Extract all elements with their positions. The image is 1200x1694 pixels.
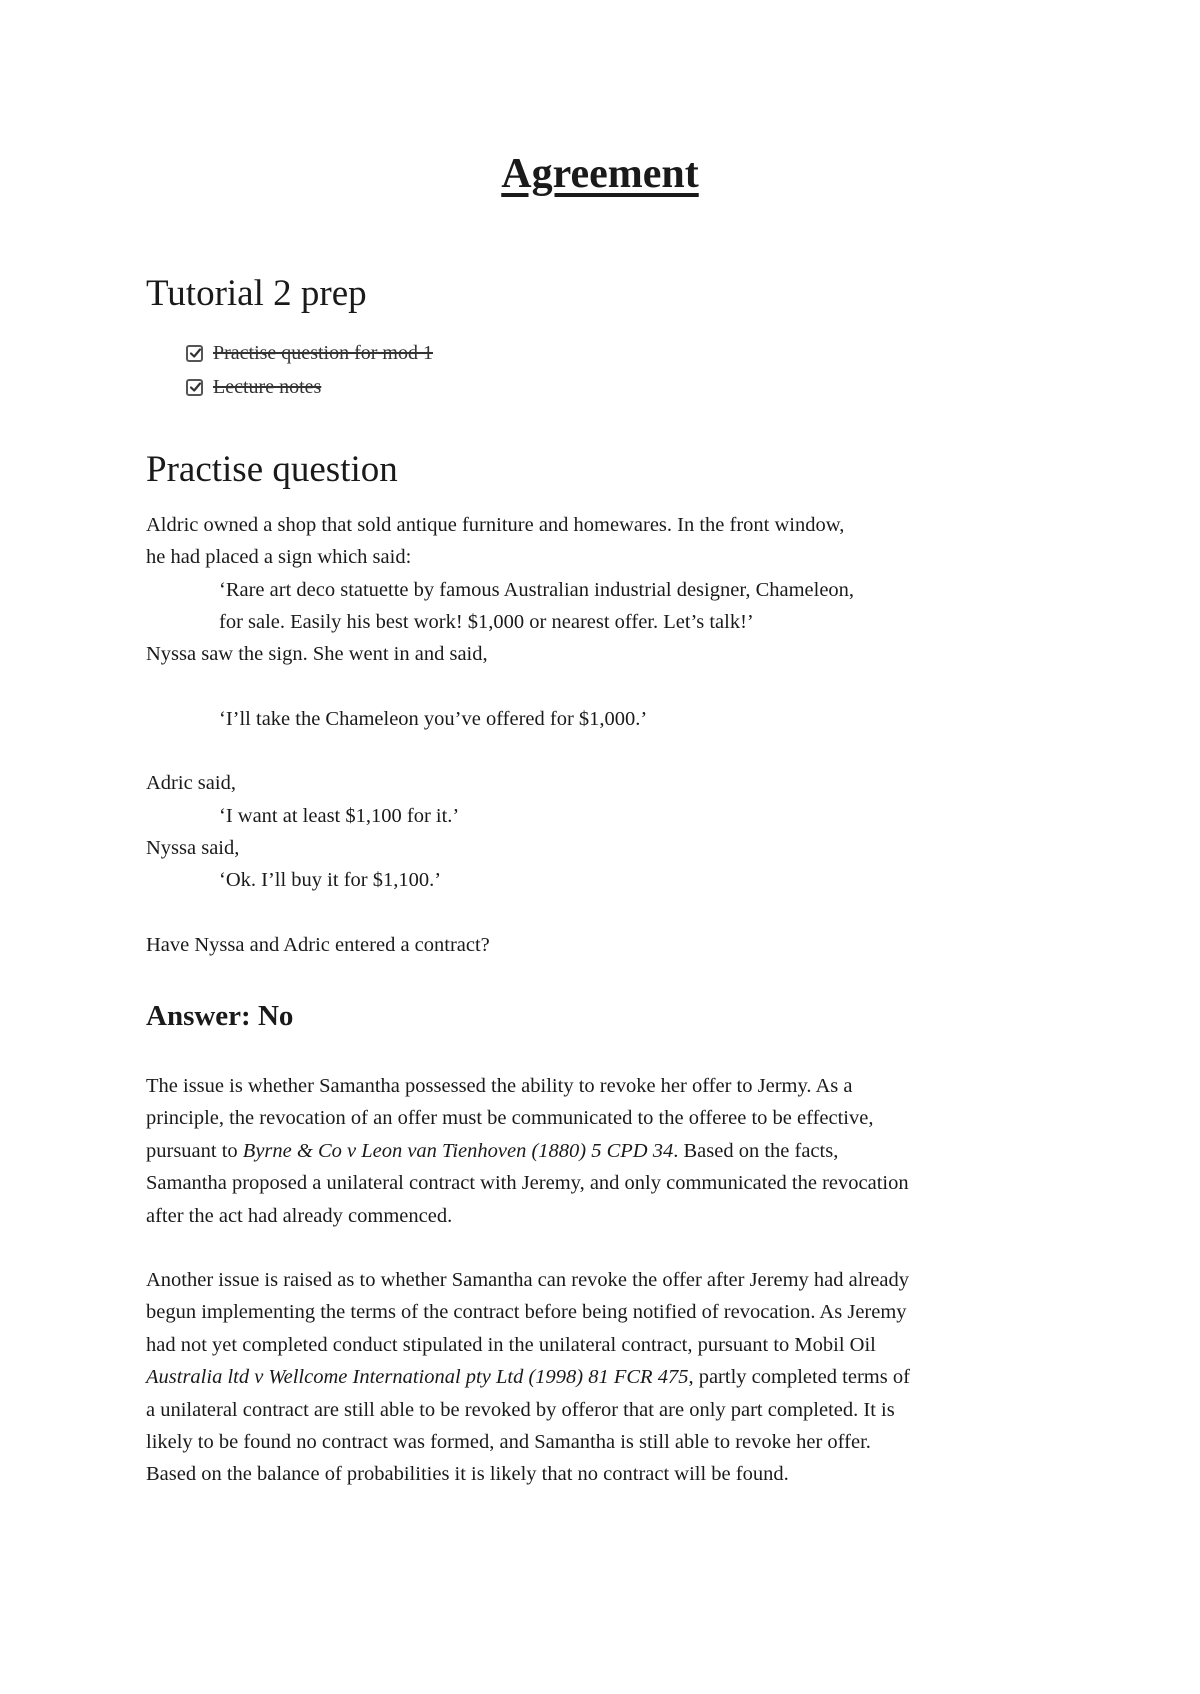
- document-title: Agreement: [501, 151, 699, 197]
- question-line: Aldric owned a shop that sold antique furniture and homewares. In the front window,: [146, 514, 845, 536]
- dialogue-quote-line: ‘I’ll take the Chameleon you’ve offered for $1,000.’: [219, 707, 648, 730]
- answer-paragraph-2: [146, 1264, 1066, 1491]
- blank-line: [146, 735, 1066, 767]
- dialogue-quote-line: ‘I want at least $1,100 for it.’: [219, 804, 460, 827]
- checked-checkbox-icon[interactable]: [186, 379, 203, 396]
- paragraph-text: , partly completed terms of: [688, 1366, 910, 1389]
- paragraph-line: a unilateral contract are still able to be revoked by offeror that are only part completed. It is: [146, 1398, 895, 1421]
- answer-value: No: [257, 1000, 294, 1032]
- case-citation: Australia ltd v Wellcome International pty Ltd (1998) 81 FCR 475: [146, 1366, 689, 1389]
- paragraph-line: The issue is whether Samantha possessed the ability to revoke her offer to Jermy. As a: [146, 1075, 853, 1097]
- checklist-item-label: Practise question for mod 1: [213, 341, 433, 364]
- paragraph-line: after the act had already commenced.: [146, 1204, 453, 1227]
- question-prompt: Have Nyssa and Adric entered a contract?: [146, 933, 490, 956]
- checklist-item[interactable]: [186, 336, 433, 370]
- checked-checkbox-icon[interactable]: [186, 345, 203, 362]
- practise-question-body: [146, 509, 1066, 961]
- checklist-item[interactable]: [186, 370, 433, 404]
- blank-line: [146, 897, 1066, 929]
- paragraph-text: pursuant to: [146, 1139, 243, 1162]
- answer-paragraph-1: [146, 1070, 1066, 1232]
- tutorial-prep-heading: Tutorial 2 prep: [146, 273, 367, 314]
- checklist-item-label: Lecture notes: [213, 375, 322, 398]
- paragraph-line: [146, 1135, 1066, 1167]
- question-line: Adric said,: [146, 772, 236, 795]
- paragraph-line: had not yet completed conduct stipulated in the unilateral contract, pursuant to Mobil Oil: [146, 1333, 876, 1356]
- question-line: he had placed a sign which said:: [146, 546, 412, 569]
- question-line: Nyssa said,: [146, 836, 240, 859]
- tutorial-checklist: [186, 336, 433, 404]
- paragraph-line: principle, the revocation of an offer must be communicated to the offeree to be effective,: [146, 1107, 874, 1130]
- blank-line: [146, 670, 1066, 702]
- sign-quote-line: for sale. Easily his best work! $1,000 or nearest offer. Let’s talk!’: [219, 610, 754, 633]
- dialogue-quote-line: ‘Ok. I’ll buy it for $1,100.’: [219, 869, 442, 892]
- practise-question-heading: Practise question: [146, 449, 398, 490]
- paragraph-line: begun implementing the terms of the contract before being notified of revocation. As Jeremy: [146, 1301, 907, 1324]
- case-citation: Byrne & Co v Leon van Tienhoven (1880) 5 CPD 34: [242, 1139, 674, 1162]
- question-line: Nyssa saw the sign. She went in and said,: [146, 643, 488, 666]
- sign-quote-line: ‘Rare art deco statuette by famous Australian industrial designer, Chameleon,: [219, 578, 855, 601]
- answer-heading: [146, 996, 293, 1036]
- answer-label: Answer:: [146, 1000, 258, 1032]
- paragraph-line: Samantha proposed a unilateral contract with Jeremy, and only communicated the revocation: [146, 1172, 909, 1195]
- paragraph-text: . Based on the facts,: [673, 1139, 839, 1162]
- paragraph-line: Based on the balance of probabilities it is likely that no contract will be found.: [146, 1463, 789, 1486]
- paragraph-line: [146, 1361, 1066, 1393]
- paragraph-line: likely to be found no contract was formed, and Samantha is still able to revoke her offer.: [146, 1431, 871, 1454]
- paragraph-line: Another issue is raised as to whether Samantha can revoke the offer after Jeremy had already: [146, 1269, 909, 1291]
